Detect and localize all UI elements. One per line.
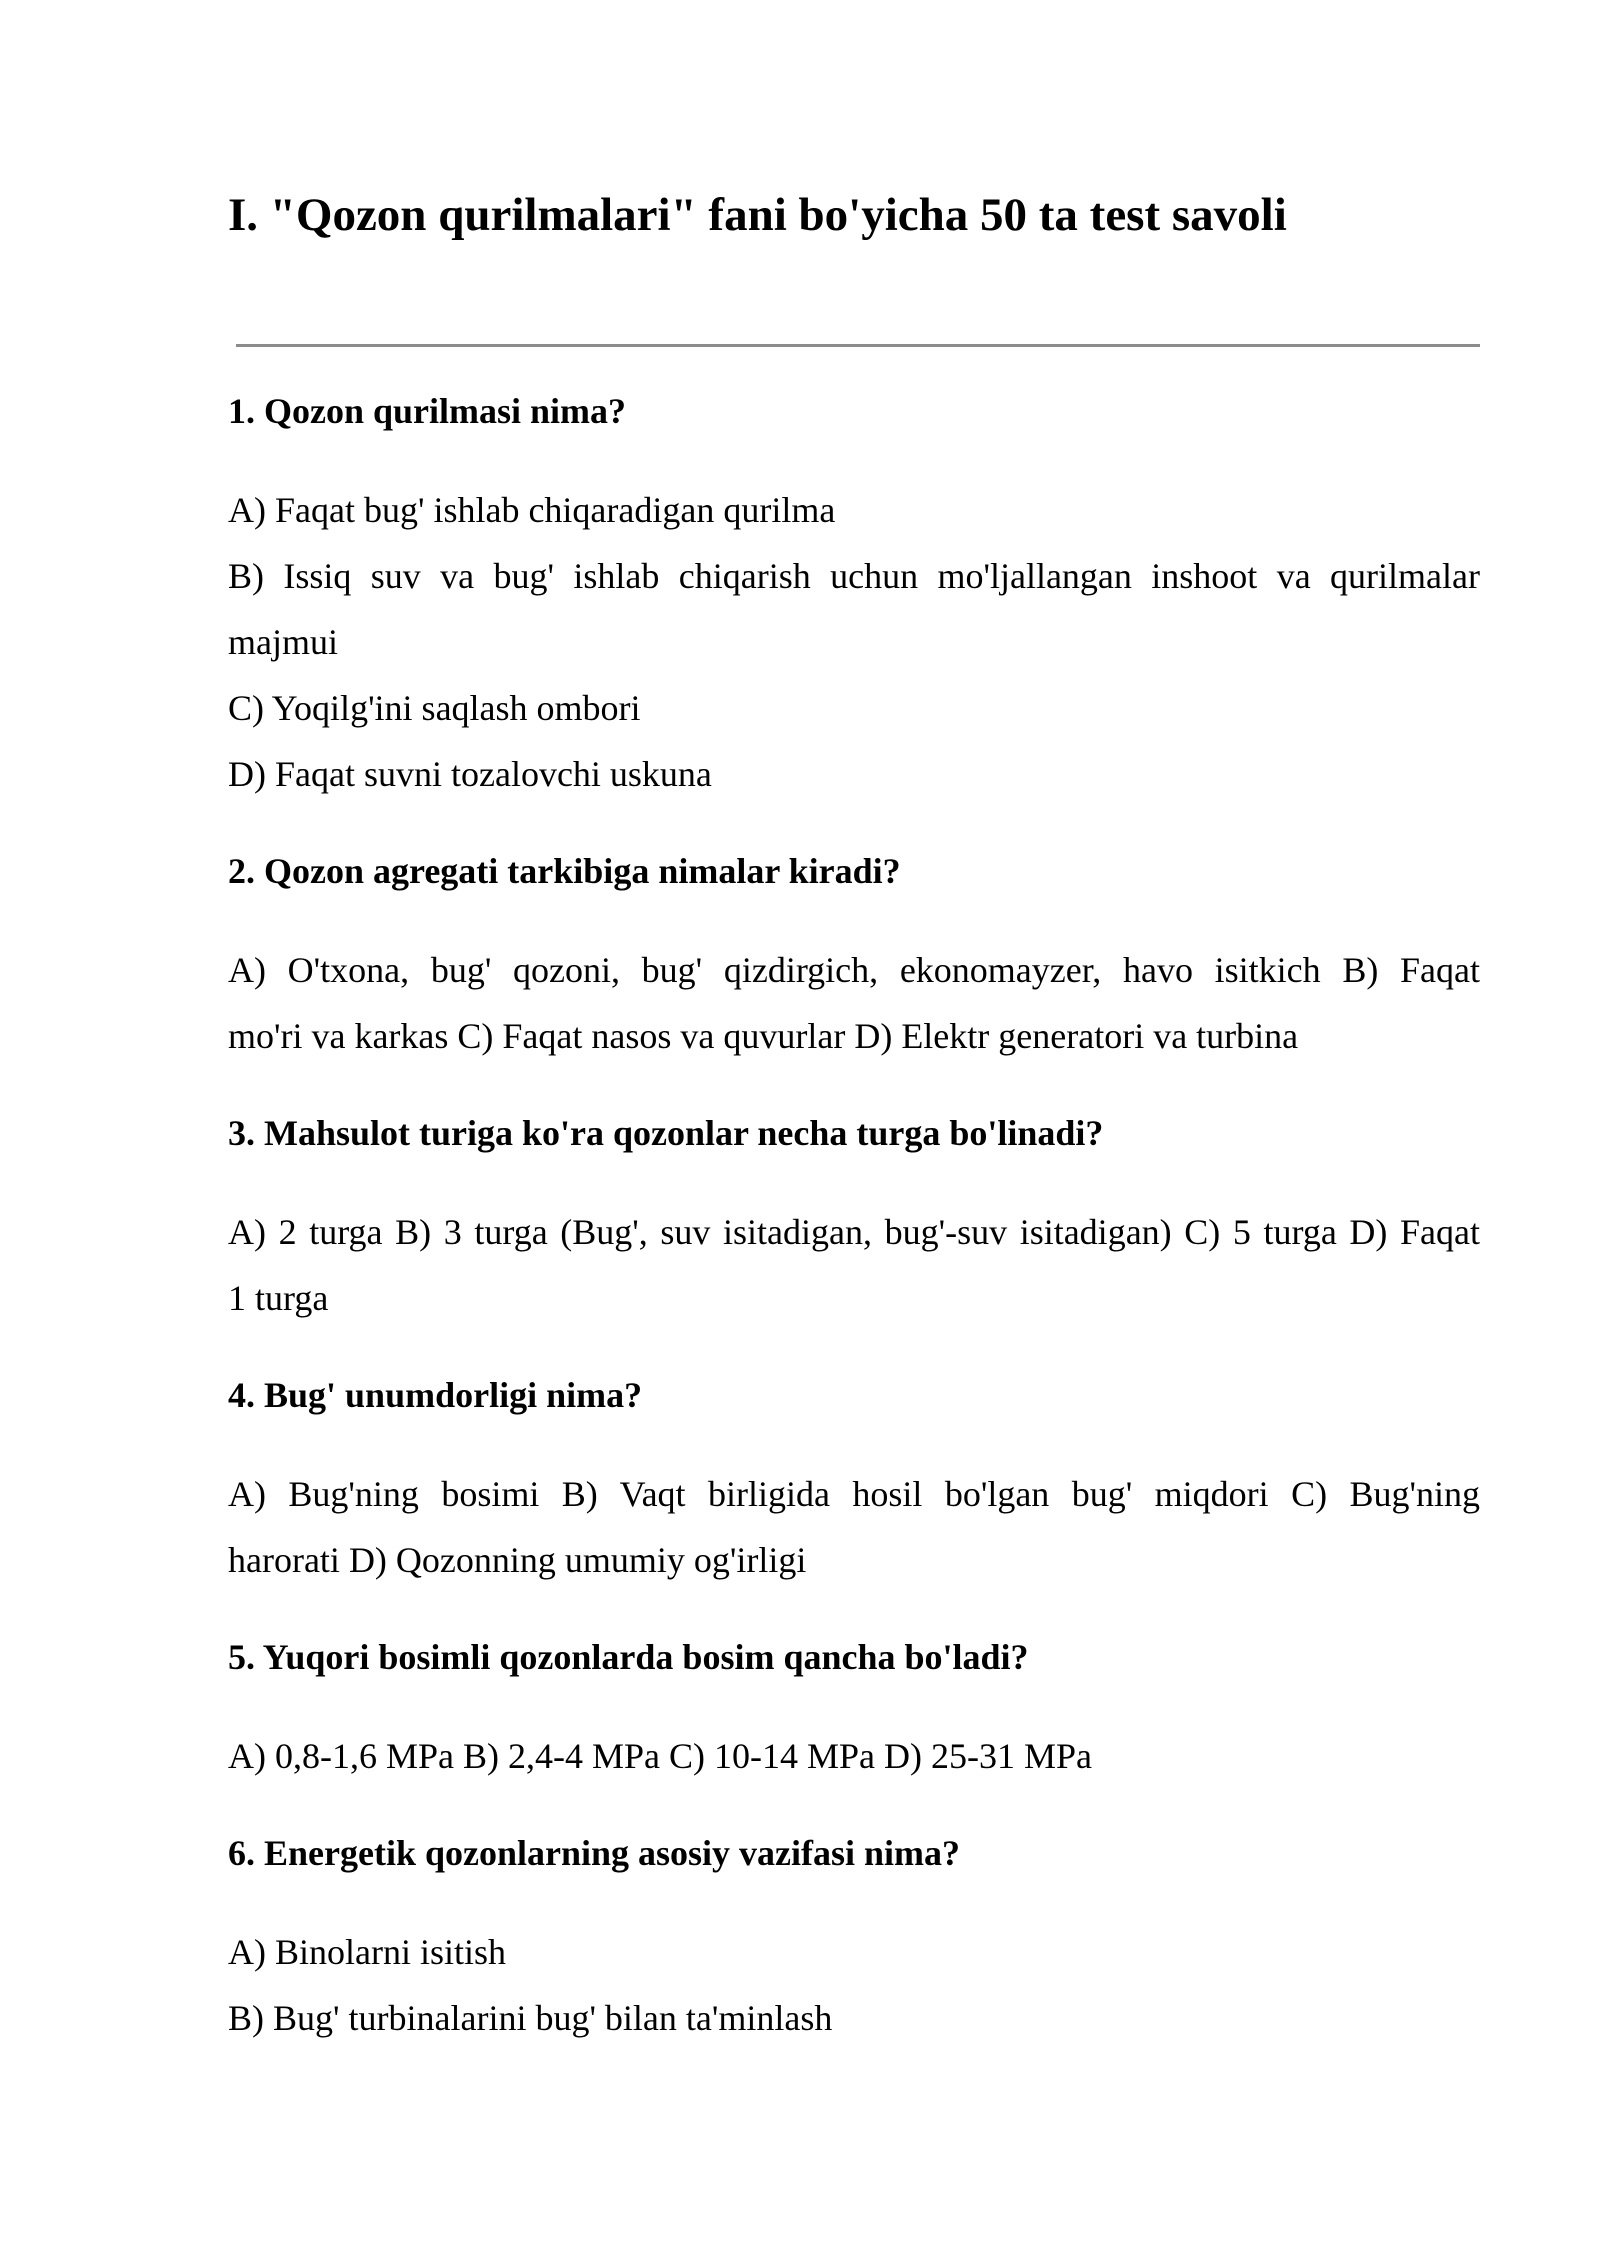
answer-paragraph: A) Binolarni isitish (228, 1932, 506, 1972)
answer-line: 1 turga (228, 1278, 329, 1318)
answer-line: B) Issiq suv va bug' ishlab chiqarish uchun mo'ljallangan inshoot va qurilmalar (228, 556, 1480, 596)
answer-paragraph (228, 1461, 1480, 1593)
question-heading: 3. Mahsulot turiga ko'ra qozonlar necha turga bo'linadi? (228, 1113, 1104, 1153)
questions-list (228, 378, 1480, 2051)
answer-line: A) 2 turga B) 3 turga (Bug', suv isitadigan, bug'-suv isitadigan) C) 5 turga D) Faqat (228, 1212, 1480, 1252)
question-block-1 (228, 378, 1480, 807)
answer-line: A) Bug'ning bosimi B) Vaqt birligida hosil bo'lgan bug' miqdori C) Bug'ning (228, 1474, 1480, 1514)
question-block-6 (228, 1820, 1480, 2051)
answer-paragraph (228, 1199, 1480, 1331)
answer-line: harorati D) Qozonning umumiy og'irligi (228, 1540, 807, 1580)
question-heading: 4. Bug' unumdorligi nima? (228, 1375, 643, 1415)
question-block-5 (228, 1624, 1480, 1789)
answer-line: mo'ri va karkas C) Faqat nasos va quvurlar D) Elektr generatori va turbina (228, 1016, 1299, 1056)
answer-line: A) O'txona, bug' qozoni, bug' qizdirgich, ekonomayzer, havo isitkich B) Faqat (228, 950, 1480, 990)
document-title: I. "Qozon qurilmalari" fani bo'yicha 50 ta test savoli (228, 189, 1287, 241)
question-heading: 6. Energetik qozonlarning asosiy vazifasi nima? (228, 1833, 961, 1873)
answer-paragraph: A) Faqat bug' ishlab chiqaradigan qurilma (228, 490, 836, 530)
horizontal-rule (236, 344, 1480, 347)
answer-paragraph: C) Yoqilg'ini saqlash ombori (228, 688, 641, 728)
question-heading: 2. Qozon agregati tarkibiga nimalar kiradi? (228, 851, 901, 891)
question-heading: 5. Yuqori bosimli qozonlarda bosim qancha bo'ladi? (228, 1637, 1029, 1677)
answer-paragraph: A) 0,8-1,6 MPa B) 2,4-4 MPa C) 10-14 MPa D) 25-31 MPa (228, 1736, 1092, 1776)
answer-line: majmui (228, 622, 338, 662)
question-block-3 (228, 1100, 1480, 1331)
answer-paragraph: D) Faqat suvni tozalovchi uskuna (228, 754, 712, 794)
question-block-2 (228, 838, 1480, 1069)
question-block-4 (228, 1362, 1480, 1593)
question-heading: 1. Qozon qurilmasi nima? (228, 391, 627, 431)
answer-paragraph: B) Bug' turbinalarini bug' bilan ta'minlash (228, 1998, 833, 2038)
answer-paragraph (228, 937, 1480, 1069)
answer-paragraph (228, 543, 1480, 675)
